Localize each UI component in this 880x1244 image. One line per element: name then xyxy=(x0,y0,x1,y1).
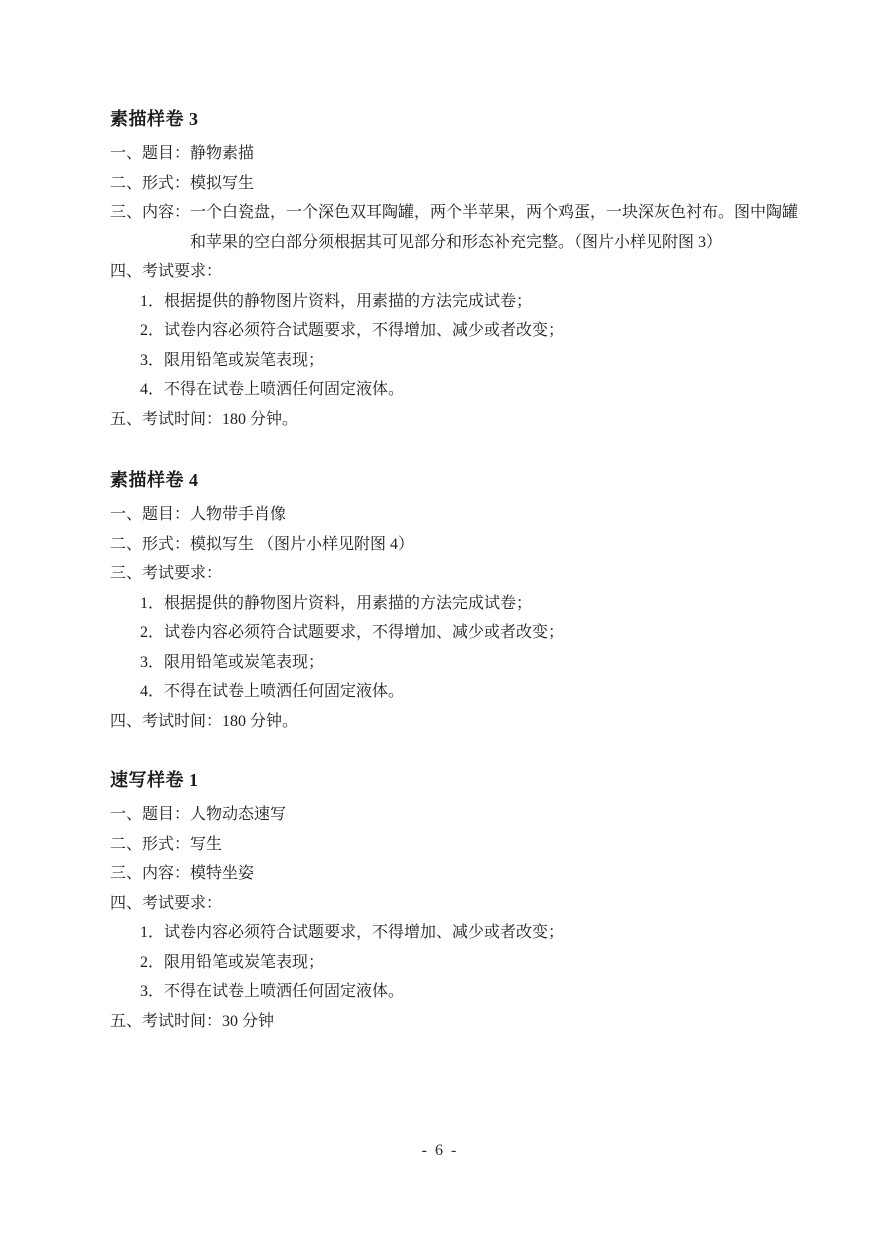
text-line: 1．根据提供的静物图片资料，用素描的方法完成试卷； xyxy=(140,292,533,310)
text-line: 3．不得在试卷上喷洒任何固定液体。 xyxy=(140,983,405,1000)
section-sketch-sample-4 xyxy=(110,466,810,736)
text-line: 五、考试时间：180 分钟。 xyxy=(110,410,299,428)
text-line: 和苹果的空白部分须根据其可见部分和形态补充完整。（图片小样见附图 3） xyxy=(190,233,723,251)
section-title: 素描样卷 3 xyxy=(110,109,199,129)
text-line: 四、考试要求： xyxy=(110,263,223,280)
text-line: 一、题目：人物带手肖像 xyxy=(110,506,287,523)
text-line: 2．试卷内容必须符合试题要求，不得增加、减少或者改变； xyxy=(140,322,565,339)
text-line: 3．限用铅笔或炭笔表现； xyxy=(140,351,325,369)
text-line: 2．限用铅笔或炭笔表现； xyxy=(140,953,325,971)
text-line: 4．不得在试卷上喷洒任何固定液体。 xyxy=(140,381,405,398)
text-line: 2．试卷内容必须符合试题要求，不得增加、减少或者改变； xyxy=(140,624,565,641)
section-title: 素描样卷 4 xyxy=(110,470,199,490)
text-line: 一、题目：静物素描 xyxy=(110,145,255,162)
text-line: 四、考试时间：180 分钟。 xyxy=(110,712,299,730)
text-line: 二、形式：写生 xyxy=(110,835,223,853)
text-line: 五、考试时间：30 分钟 xyxy=(110,1012,275,1030)
text-line: 二、形式：模拟写生 （图片小样见附图 4） xyxy=(110,535,415,553)
text-line: 四、考试要求： xyxy=(110,894,223,912)
text-line: 三、内容：一个白瓷盘，一个深色双耳陶罐，两个半苹果，两个鸡蛋，一块深灰色衬布。图中陶罐 xyxy=(110,204,799,221)
section-sketch-sample-3 xyxy=(110,105,810,434)
text-line: 4．不得在试卷上喷洒任何固定液体。 xyxy=(140,683,405,700)
text-line: 三、内容：模特坐姿 xyxy=(110,865,255,882)
text-line: 二、形式：模拟写生 xyxy=(110,174,255,192)
text-line: 3．限用铅笔或炭笔表现； xyxy=(140,653,325,671)
section-title: 速写样卷 1 xyxy=(110,770,199,790)
text-line: 一、题目：人物动态速写 xyxy=(110,806,287,823)
section-quicksketch-sample-1 xyxy=(110,766,810,1036)
text-line: 1．试卷内容必须符合试题要求，不得增加、减少或者改变； xyxy=(140,924,565,941)
text-line: 1．根据提供的静物图片资料，用素描的方法完成试卷； xyxy=(140,594,533,612)
text-line: 三、考试要求： xyxy=(110,565,223,582)
page-number: - 6 - xyxy=(421,1142,459,1159)
